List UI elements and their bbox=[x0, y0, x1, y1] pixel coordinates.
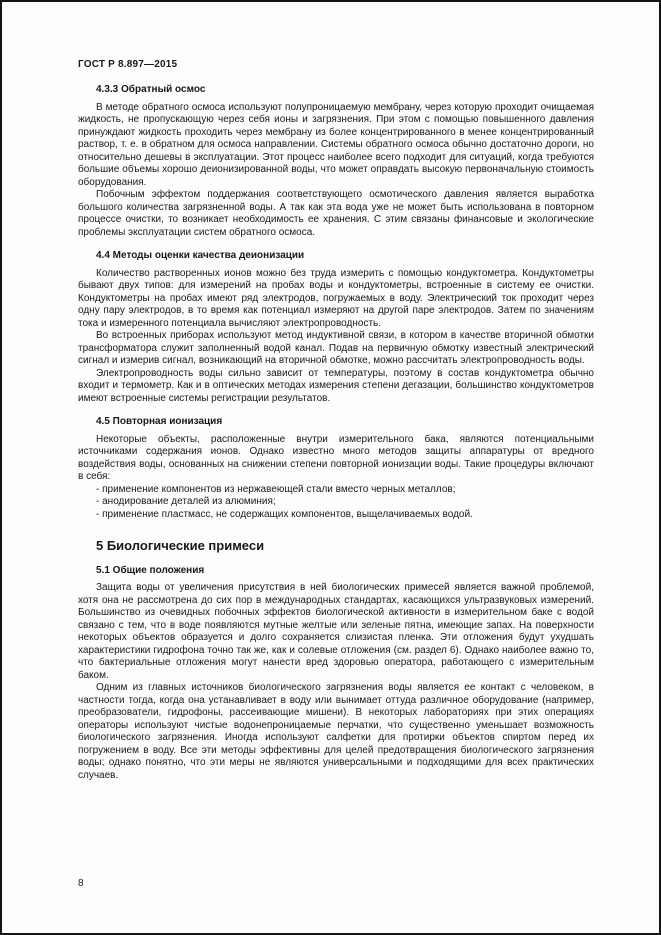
running-header: ГОСТ Р 8.897—2015 bbox=[78, 59, 178, 70]
section-heading-deionization-quality: 4.4 Методы оценки качества деионизации bbox=[96, 250, 305, 261]
paragraph-deionization-2: Во встроенных приборах используют метод индуктивной связи, в котором в качестве вторичной обмотки трансформатора служит заполненный водой канал. Подав на первичную обмотку известный электрический сигнал и измерив сигнал, возникающий на вторичной обмотке, можно рассчитать электропроводность воды. bbox=[78, 330, 594, 366]
paragraph-osmosis-2: Побочным эффектом поддержания соответствующего осмотического давления является выработка большого количества загрязненной воды. А так как эта вода уже не может быть использована в повторном процессе очистки, то возникает необходимость ее хранения. С этим связаны финансовые и экологические проблемы эксплуатации систем обратного осмоса. bbox=[78, 189, 594, 238]
section-heading-general-provisions: 5.1 Общие положения bbox=[96, 564, 205, 576]
paragraph-osmosis-1: В методе обратного осмоса используют полупроницаемую мембрану, через которую проходит очищаемая жидкость, не пропускающую через себя ионы и загрязнения. При этом с помощью повышенного давления принуждают жидкость проходить через мембрану из более концентрированного в менее концентрированный раствор, т. е. в обратном для осмоса направлении. Системы обратного осмоса обычно достаточно дороги, но относительно дешевы в эксплуатации. Этот процесс наиболее всего подходит для ситуаций, когда требуются большие объемы хорошо деионизированной воды, что может оправдать высокую первоначальную стоимость оборудования. bbox=[78, 101, 594, 188]
chapter-heading-biological: 5 Биологические примеси bbox=[96, 538, 265, 553]
section-heading-reverse-osmosis: 4.3.3 Обратный осмос bbox=[96, 84, 206, 95]
section-heading-reionization: 4.5 Повторная ионизация bbox=[96, 416, 223, 427]
paragraph-deionization-1: Количество растворенных ионов можно без труда измерить с помощью кондуктометра. Кондуктометры бывают двух типов: для измерений на пробах воды и кондуктометры, встроенные в систему ее очистки. Кондуктометры на пробах имеют ряд электродов, погружаемых в воду. Электрический ток проходит через одну пару электродов, в то время как потенциал измеряют на другой паре электродов. Затем по значениям тока и измеренного потенциала вычисляют электропроводность. bbox=[78, 267, 594, 329]
list-item: - анодирование деталей из алюминия; bbox=[96, 496, 276, 507]
paragraph-deionization-3: Электропроводность воды сильно зависит от температуры, поэтому в состав кондуктометра обычно входит и термометр. Как и в оптических методах измерения степени дегазации, большинство кондуктометров имеют встроенные системы регистрации результатов. bbox=[78, 367, 594, 404]
list-item: - применение пластмасс, не содержащих компонентов, выщелачиваемых водой. bbox=[96, 508, 473, 520]
document-content bbox=[78, 84, 594, 782]
paragraph-biological-2: Одним из главных источников биологического загрязнения воды является ее контакт с человеком, в частности тогда, когда она устанавливает в воду или вынимает оттуда различное оборудование (например, преобразователи, гидрофоны, рассеивающие мишени). В некоторых лабораториях при этих операциях операторы используют чистые водонепроницаемые перчатки, что существенно уменьшает возможность биологического загрязнения. Иногда используют салфетки для протирки объектов спиртом перед их погружением в воду. Все эти методы эффективны для целей предотвращения биологического загрязнения воды; однако понятно, что эти меры не являются универсальными и подходящими для всех практических случаев. bbox=[78, 682, 594, 781]
paragraph-reionization-1: Некоторые объекты, расположенные внутри измерительного бака, являются потенциальными источниками содержания ионов. Однако известно много методов защиты аппаратуры от вредного воздействия воды, основанных на снижении степени повторной ионизации воды. Такие процедуры включают в себя: bbox=[78, 433, 594, 482]
paragraph-biological-1: Защита воды от увеличения присутствия в ней биологических примесей является важной проблемой, хотя она не рассмотрена до сих пор в международных стандартах, касающихся ультразвуковых измерений. Большинство из очевидных побочных эффектов биологической активности в измерительном баке с водой связано с тем, что в воде появляются мутные желтые или зеленые пятна, имеющие запах. На поверхности некоторых объектов образуется и долго сохраняется слизистая пленка. Эти отложения будут ухудшать характеристики гидрофона точно так же, как и солевые отложения (см. раздел 6). Однако наиболее важно то, что бактериальные отложения могут нанести вред здоровью оператора, работающего с измерительным баком. bbox=[78, 582, 594, 681]
page-number: 8 bbox=[78, 878, 84, 889]
list-item: - применение компонентов из нержавеющей стали вместо черных металлов; bbox=[96, 483, 456, 495]
